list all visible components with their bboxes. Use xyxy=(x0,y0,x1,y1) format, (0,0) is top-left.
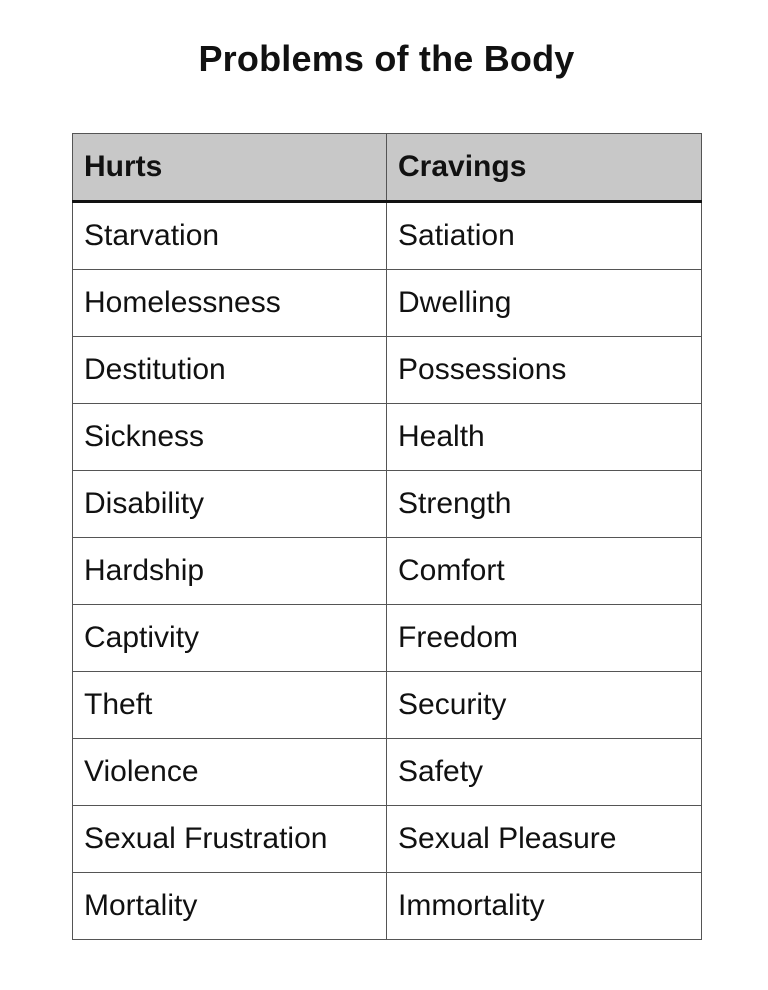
hurt-cell: Mortality xyxy=(73,873,387,940)
craving-cell: Dwelling xyxy=(387,270,702,337)
table-row xyxy=(73,404,702,471)
column-header-cravings: Cravings xyxy=(387,134,702,202)
craving-cell: Security xyxy=(387,672,702,739)
craving-cell: Satiation xyxy=(387,202,702,270)
table-header xyxy=(73,134,702,202)
problems-table xyxy=(72,133,702,940)
table-row xyxy=(73,202,702,270)
hurt-cell: Homelessness xyxy=(73,270,387,337)
craving-cell: Comfort xyxy=(387,538,702,605)
craving-cell: Possessions xyxy=(387,337,702,404)
craving-cell: Sexual Pleasure xyxy=(387,806,702,873)
table-row xyxy=(73,605,702,672)
craving-cell: Health xyxy=(387,404,702,471)
table-row xyxy=(73,270,702,337)
page-title: Problems of the Body xyxy=(198,38,575,79)
header-row xyxy=(73,134,702,202)
table-row xyxy=(73,806,702,873)
table-row xyxy=(73,739,702,806)
hurt-cell: Sexual Frustration xyxy=(73,806,387,873)
hurt-cell: Theft xyxy=(73,672,387,739)
table-body xyxy=(73,202,702,940)
craving-cell: Safety xyxy=(387,739,702,806)
craving-cell: Strength xyxy=(387,471,702,538)
hurt-cell: Violence xyxy=(73,739,387,806)
table-row xyxy=(73,873,702,940)
table-row xyxy=(73,672,702,739)
hurt-cell: Starvation xyxy=(73,202,387,270)
hurt-cell: Sickness xyxy=(73,404,387,471)
craving-cell: Freedom xyxy=(387,605,702,672)
craving-cell: Immortality xyxy=(387,873,702,940)
table-row xyxy=(73,538,702,605)
table-row xyxy=(73,471,702,538)
hurt-cell: Disability xyxy=(73,471,387,538)
hurt-cell: Captivity xyxy=(73,605,387,672)
table-row xyxy=(73,337,702,404)
hurt-cell: Destitution xyxy=(73,337,387,404)
column-header-hurts: Hurts xyxy=(73,134,387,202)
hurt-cell: Hardship xyxy=(73,538,387,605)
